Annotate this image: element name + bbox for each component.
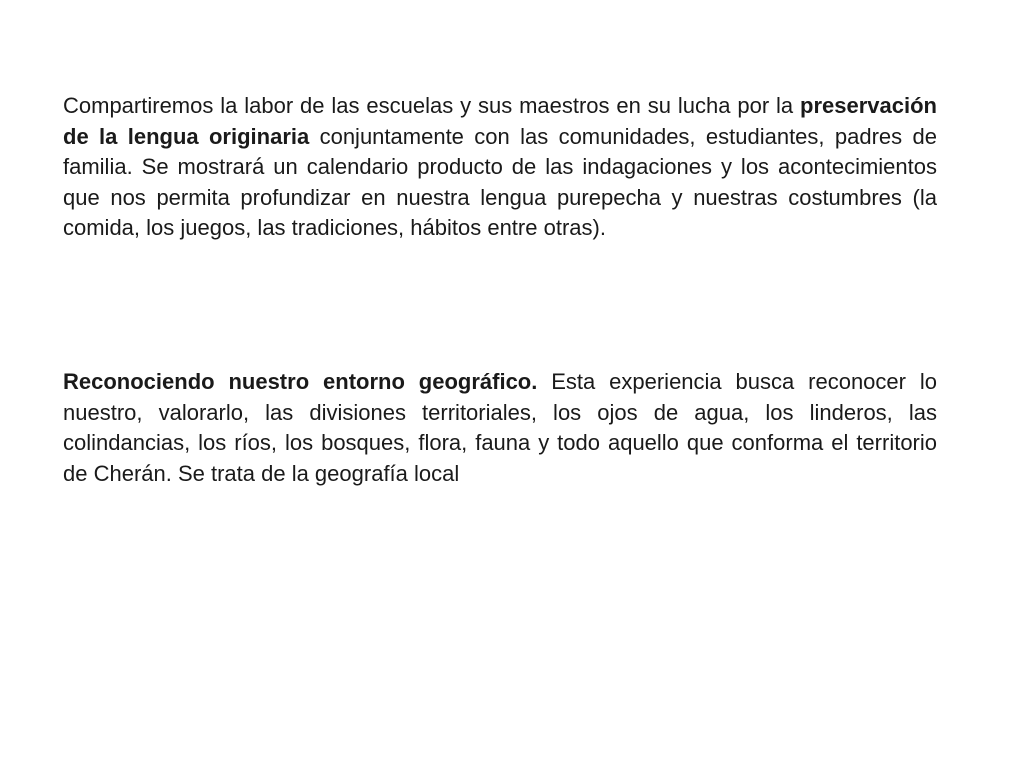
paragraph-2-bold-heading: Reconociendo nuestro entorno geográfico. [63,369,538,394]
paragraph-1-intro-text: Compartiremos la labor de las escuelas y sus maestros en su lucha por la [63,93,801,118]
paragraph-school-work [63,91,937,244]
paragraph-geographic-environment [63,367,937,489]
paragraph-1-rest-text: conjuntamente con las comunidades, estudiantes, padres de familia. Se mostrará un calendario producto de las indagaciones y los acontecimientos que nos permita profundizar en nuestra lengua purepecha y nuestras costumbres (la comida, los juegos, las tradiciones, hábitos entre otras). [63,123,937,240]
paragraph-2-rest-text: Esta experiencia busca reconocer lo nuestro, valorarlo, las divisiones territoriales, los ojos de agua, los linderos, las colindancias, los ríos, los bosques, flora, fauna y todo aquello que conforma el territorio de Cherán. Se trata de la geografía local [63,369,937,486]
paragraph-1-bold-phrase: preservación de la lengua originaria [63,93,937,149]
